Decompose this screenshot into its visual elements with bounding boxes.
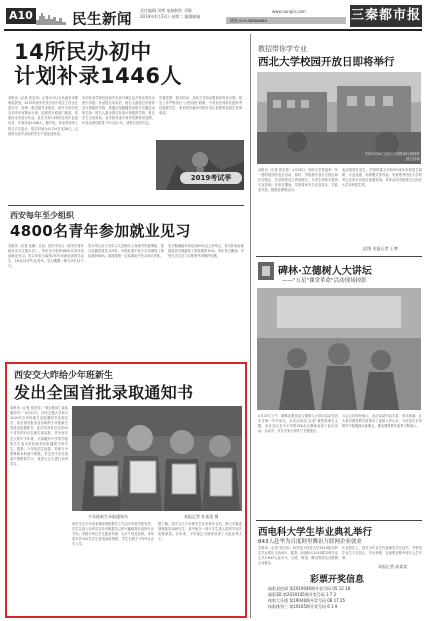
youth-headline: 4800名青年参加就业见习 [10,222,191,240]
skyline-decoration [36,10,66,24]
right-bottom-subhead: 843人赴华为百度阿里腾讯互联网企业就业 [258,539,362,545]
column-divider [250,34,251,618]
main-body-col2: 本次补录学校包括西安市部分城区及开发区的民办初中学校。补录报名结束后，报名人数超过学校补录计划数的学校，将通过电脑随机录取方式确定录取名单；报名人数未超过补录计划数的学校，报名学生全部录取。各学校补录计划详见教育局官网。补录录取结果将于5月初公布，请家长及时关注。 [82,96,155,126]
header-rule [4,29,422,31]
main-body-col3: 学校类型、报名时间、录取方式均以教育局发布为准。招生工作严格执行"公民同招"政策，不得以任何形式组织考试选拔学生。家长如有疑问可拨打各区县教育局招生咨询电话。 [159,96,242,116]
photo-caption-left: 少年班新生录取通知书 [88,514,128,519]
right-top-credit: 文/图 本报记者 王博 [362,246,398,251]
youth-body-col2: 见习单位应当为见习人员购买人身意外伤害保险，按月足额发放见习补贴，补贴标准不低于本市最低工资标准的60%。政府按照一定标准给予见习单位补贴。 [88,244,164,259]
right-top-body-col1: 本报讯（记者 张宏伟）4月28日，西北大学将迎来一年一度的校园开放日活动。届时，学校将开放太白校区和长安校区，各学院将设立咨询展台，为考生和家长提供专业咨询。开放日期间，学校将举办专业宣讲会、实验室开放、校园参观等活动。 [258,168,338,193]
exam-season-badge: 2019考试季 [180,172,242,184]
right-mid-subhead: ——"五星"课堂革命"活动现场掠影 [282,278,367,284]
right-top-body-col2: 此次校园开放日，学校将重点介绍2019年本科招生政策、专业设置、培养模式等内容。有意报考西北大学的考生及家长可前往参观咨询。具体活动安排请关注西北大学本科招生网。 [342,168,422,188]
section-title: 民生新闻 [72,12,132,28]
page-number: A10 [9,9,33,22]
lottery-list [268,586,418,610]
right-bottom-body-col2: 毕业典礼上，校长为毕业生代表颁发学位证书，并寄语毕业生不忘初心、牢记使命，在新的征程中续写人生华章。 [342,546,422,561]
boxed-kicker: 西安交大昨给少年班新生 [14,371,114,381]
lottery-title: 彩票开奖信息 [310,575,365,585]
right-mid-body-col2: 与会人员纷纷表示，此次活动内容丰富、形式新颖，让大家对课堂教学改革有了更深入的认识，今后将在日常教学中积极践行新理念，推动课堂教学改革不断深入。 [342,414,422,429]
headline-line-2: 计划补录1446人 [14,64,182,88]
boxed-body-col1: 本报讯（记者 张宏伟）"我们收到了录取通知书！"4月22日，西安交通大学举行2019年少年班新生录取通知书发放仪式，向全国首批来自各地的少年班新生发放录取通知书。此次共有来自全国15个省市的152名新生被录取，其中西安交大附中少年班、天津耀华中学等学校的学生成为首批拿到录取通知书的学生。据悉，少年班招生选拔、培养分为预科和本科两个阶段，学生在中学完成高中课程的学习，再进入交大进行本科学习。 [10,406,68,467]
campus-photo-caption: 今年4月28日西北大学将举行校园开放日活动 [364,152,420,161]
classroom-photo [257,288,421,410]
headline-line-1: 14所民办初中 [14,40,152,64]
editors-line: 责任编辑 刘梦 电脑制作 刘静 [140,8,192,13]
photo-caption-right: 本报记者 杜某某 摄 [184,514,219,519]
lottery-row: 福彩双色球 第2019046期开奖号码 05 12 18 [268,586,351,591]
right-bottom-headline: 西电科大学生毕业典礼举行 [258,527,373,538]
campus-photo [257,72,421,164]
youth-body-col3: 见习期满留用率达到50%以上的单位，见习补贴标准提高到当地最低工资标准的70%。青年见习期间，享受与正式员工同等的劳动保护待遇。 [168,244,244,259]
boxed-body-col3: 据了解，西安交大少年班学生在本科毕业后，绝大多数选择继续攻读研究生，其中相当一部分学生进入国内外知名高校深造。多年来，少年班已为国家培养了大批优秀人才。 [158,522,242,542]
main-headline [14,40,254,88]
divider-1 [8,205,244,206]
right-mid-body-col1: 4月20日上午，碑林区教育局立德树人大讲坛活动在西安市第一中学举行。本次活动以"五星"课堂革命为主题，来自全区各中小学的200余名教师参加了此次活动。活动中，多位专家分别作了专题报告。 [258,414,338,434]
right-bottom-credit: 本报记者 高某某 [378,564,408,569]
students-photo [72,406,242,511]
lottery-row: 体彩排列三 第19105期开奖号码 6 1 9 [268,604,338,609]
lottery-row: 体彩大乐透 第19046期开奖号码 08 17 25 [268,598,346,603]
right-bottom-body-col1: 本报讯（记者 张宏伟）西安电子科技大学2019届本科生毕业典礼日前举行。据悉，西电科大2019届本科毕业生共计843人赴华为、百度、阿里、腾讯等知名互联网企业就业。 [258,546,338,566]
hotline-text: 热线 029-88888888 [230,18,267,23]
date-line: 2019年4月23日 星期二 编辑邮箱 [140,14,201,19]
school-emblem [258,262,274,280]
youth-kicker: 西安每年至少组织 [10,211,74,220]
newspaper-logo: 三秦都市报 [350,5,422,27]
website-text: www.sanqin.com [272,9,306,14]
lottery-row: 福彩3D 第2019105期开奖号码 3 7 2 [268,592,337,597]
divider-right-2 [256,520,422,521]
boxed-body-col2: 西安交大少年班本科阶段的教学工作由少年班学院负责，学生在进入本科学习后可根据自己的兴趣和特长选择专业方向。学校为每位学生配备导师，实行个性化培养。本年度共有152名学生获得录取资格，学生们将于今年9月正式入学。 [72,522,154,547]
boxed-headline: 发出全国首批录取通知书 [14,383,194,402]
right-top-headline: 西北大学校园开放日即将举行 [258,56,395,68]
divider-right-1 [256,256,422,257]
right-top-kicker: 教招带你学专业 [258,45,307,53]
page-number-badge [6,8,36,24]
main-body-col1: 本报讯（记者 张宏伟）记者4月21日从西安市教育局获悉，2019年西安市民办初中招生工作正在进行中，经第一批次摇号录取后，西安市部分民办初中仍有剩余计划，经教育行政部门批准，将面向全市进行补录。此次共有14所民办初中参加补录，计划补录1446人。据介绍，补录采用网上报名方式进行，报名时间为4月24日至26日。已被民办初中录取的学生不得参加补录。 [8,96,78,136]
youth-body-col1: 本报讯（记者 赵静）日前，西安市出台《西安市青年就业见习实施办法》，每年至少组织4800名青年参加就业见习。见习对象为离校2年内未就业高校毕业生、16至24岁失业青年。见习期限一般为3至12个月。 [8,244,84,269]
right-mid-headline: 碑林·立德树人大讲坛 [278,266,372,277]
masthead [0,0,426,34]
